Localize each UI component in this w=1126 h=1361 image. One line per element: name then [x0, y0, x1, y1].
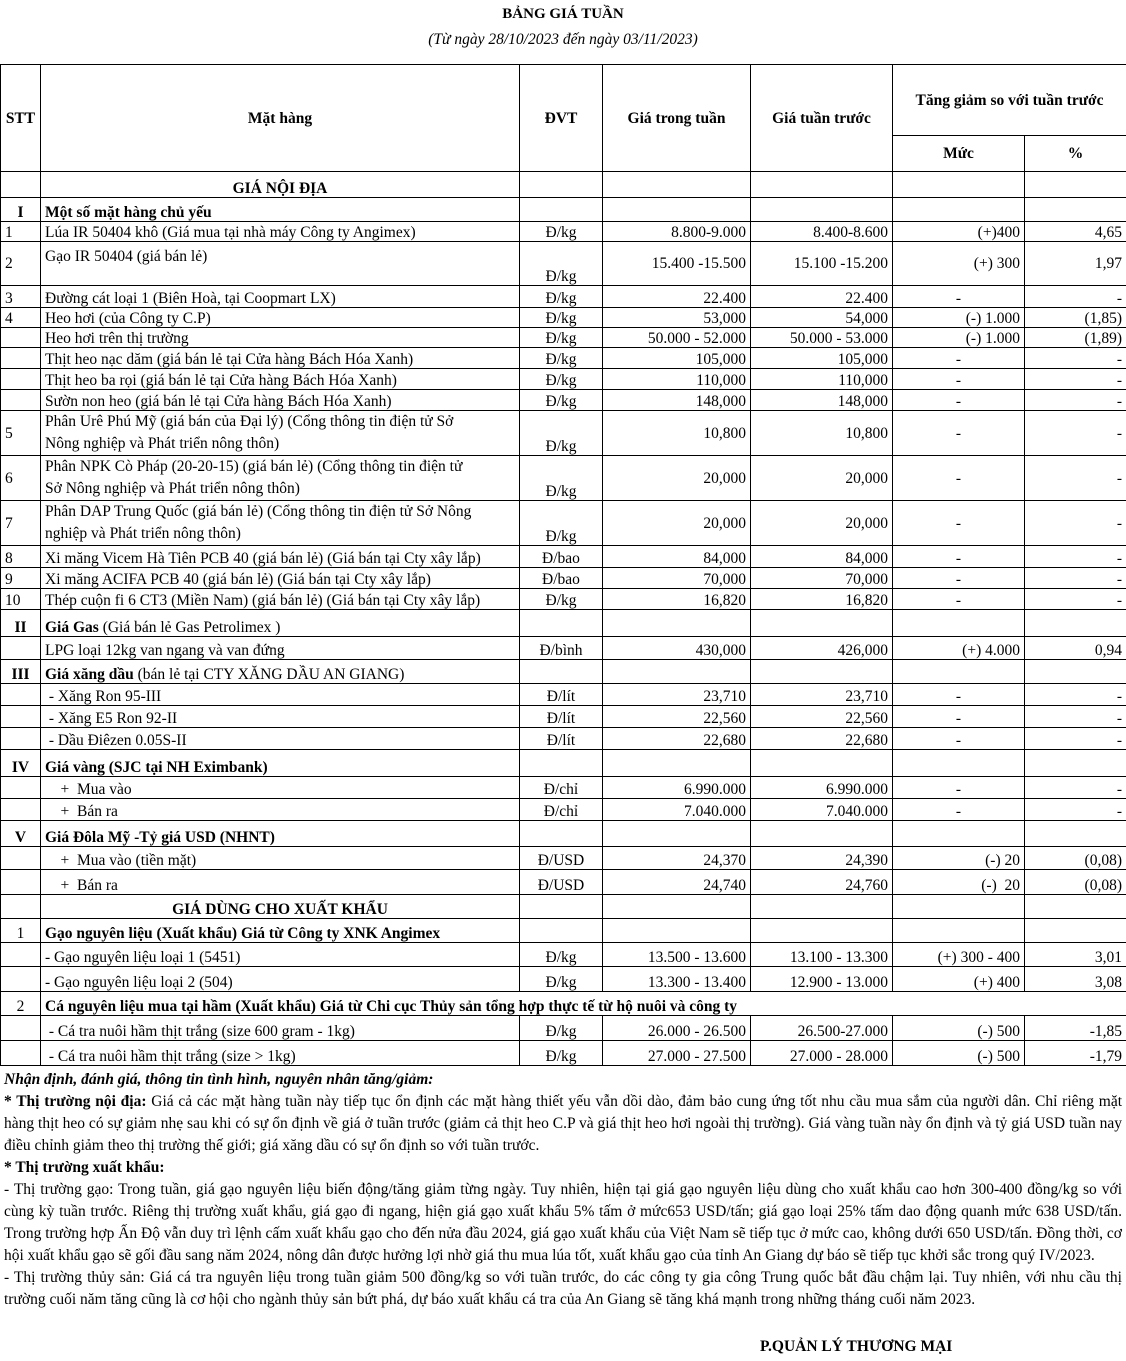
- table-row: LPG loại 12kg van ngang và van đứng Đ/bình 430,000 426,000 (+) 4.000 0,94: [1, 637, 1126, 660]
- table-row: Sườn non heo (giá bán lẻ tại Cửa hàng Bách Hóa Xanh) Đ/kg 148,000 148,000 - -: [1, 390, 1126, 411]
- table-row: - Xăng Ron 95-III Đ/lít 23,710 23,710 - -: [1, 684, 1126, 706]
- table-row: Thịt heo ba rọi (giá bán lẻ tại Cửa hàng Bách Hóa Xanh) Đ/kg 110,000 110,000 - -: [1, 369, 1126, 390]
- table-row: - Gạo nguyên liệu loại 2 (504) Đ/kg 13.300 - 13.400 12.900 - 13.000 (+) 400 3,08: [1, 967, 1126, 992]
- section-row: IV Giá vàng (SJC tại NH Eximbank): [1, 750, 1126, 777]
- col-unit: ĐVT: [520, 65, 603, 172]
- table-row: 1 Lúa IR 50404 khô (Giá mua tại nhà máy Công ty Angimex) Đ/kg 8.800-9.000 8.400-8.600 (+)400 4,65: [1, 222, 1126, 242]
- col-percent: %: [1025, 136, 1126, 172]
- col-level: Mức: [893, 136, 1025, 172]
- signature: P.QUẢN LÝ THƯƠNG MẠI: [760, 1338, 953, 1355]
- section-row: 2 Cá nguyên liệu mua tại hầm (Xuất khẩu) Giá từ Chi cục Thủy sản tổng hợp thực tế từ hộ nuôi và công ty: [1, 992, 1126, 1016]
- table-row: + Bán ra Đ/USD 24,740 24,760 (-) 20 (0,08): [1, 870, 1126, 895]
- col-change: Tăng giảm so với tuần trước: [893, 65, 1126, 136]
- header-row: [1, 65, 1126, 136]
- table-row: + Bán ra Đ/chỉ 7.040.000 7.040.000 - -: [1, 799, 1126, 821]
- table-row: - Xăng E5 Ron 92-II Đ/lít 22,560 22,560 - -: [1, 706, 1126, 728]
- analysis-notes: [4, 1069, 1122, 1311]
- domestic-title-row: [1, 172, 1126, 198]
- section-row: III Giá xăng dầu (bán lẻ tại CTY XĂNG DẦU AN GIANG): [1, 660, 1126, 684]
- col-price-week: Giá trong tuần: [603, 65, 751, 172]
- section-row: 1 Gạo nguyên liệu (Xuất khẩu) Giá từ Công ty XNK Angimex: [1, 919, 1126, 943]
- table-row: - Dầu Điêzen 0.05S-II Đ/lít 22,680 22,680 - -: [1, 728, 1126, 750]
- table-row: 4 Heo hơi (của Công ty C.P) Đ/kg 53,000 54,000 (-) 1.000 (1,85): [1, 308, 1126, 328]
- section-row: II Giá Gas (Giá bán lẻ Gas Petrolimex ): [1, 610, 1126, 637]
- table-row: 10 Thép cuộn fi 6 CT3 (Miền Nam) (giá bán lẻ) (Giá bán tại Cty xây lắp) Đ/kg 16,820 16,820 - -: [1, 589, 1126, 610]
- rice-note: - Thị trường gạo: Trong tuần, giá gạo nguyên liệu biến động/tăng giảm từng ngày. Tuy nhiên, hiện tại giá gạo nguyên liệu dùng cho xuất khẩu cao hơn 300-400 đồng/kg so với cùng kỳ tuần trước. Riêng thị trường xuất khẩu, giá gạo đi ngang, hiện giá gạo xuất khẩu 5% tấm ở mức653 USD/tấn; giá gạo loại 25% tấm dao động quanh mức 638 USD/tấn. Trong trường hợp Ấn Độ vẫn duy trì lệnh cấm xuất khẩu gạo cho đến nửa đầu 2024, giá gạo xuất khẩu của Việt Nam sẽ tiếp tục ở mức cao, không dưới 650 USD/tấn. Đồng thời, cơ hội xuất khẩu gạo sẽ gối đầu sang năm 2024, nông dân được hưởng lợi nhờ giá thu mua lúa tốt, xuất khẩu gạo của tỉnh An Giang dự báo sẽ tiếp tục khởi sắc trong quý IV/2023.: [4, 1181, 1122, 1264]
- table-row: 2 Gạo IR 50404 (giá bán lẻ) Đ/kg 15.400 -15.500 15.100 -15.200 (+) 300 1,97: [1, 242, 1126, 286]
- notes-heading: Nhận định, đánh giá, thông tin tình hình, nguyên nhân tăng/giảm:: [4, 1071, 434, 1088]
- table-row: 8 Xi măng Vicem Hà Tiên PCB 40 (giá bán lẻ) (Giá bán tại Cty xây lắp) Đ/bao 84,000 84,000 - -: [1, 546, 1126, 568]
- table-row: 5 Phân Urê Phú Mỹ (giá bán của Đại lý) (Cổng thông tin điện tử Sở Nông nghiệp và Phát triển nông thôn) Đ/kg 10,800 10,800 - -: [1, 411, 1126, 456]
- table-row: 3 Đường cát loại 1 (Biên Hoà, tại Coopmart LX) Đ/kg 22.400 22.400 - -: [1, 286, 1126, 308]
- domestic-note: * Thị trường nội địa: Giá cả các mặt hàng tuần này tiếp tục ổn định các mặt hàng thiết yếu vẫn dồi dào, đảm bảo cung ứng tốt nhu cầu mua sắm của người dân. Chỉ riêng mặt hàng thịt heo có sự giảm nhẹ sau khi có sự ổn định về giá ở tuần trước (giảm cả thịt heo C.P và giá thịt heo hơi ngoài thị trường). Giá vàng tuần này ổn định và tỷ giá USD tuần nay điều chỉnh giảm theo thị trường thế giới; giá xăng dầu có sự ổn định so với tuần trước.: [4, 1093, 1123, 1154]
- table-row: + Mua vào (tiền mặt) Đ/USD 24,370 24,390 (-) 20 (0,08): [1, 847, 1126, 870]
- table-row: - Gạo nguyên liệu loại 1 (5451) Đ/kg 13.500 - 13.600 13.100 - 13.300 (+) 300 - 400 3,01: [1, 943, 1126, 967]
- col-price-prev: Giá tuần trước: [751, 65, 893, 172]
- table-row: Thịt heo nạc dăm (giá bán lẻ tại Cửa hàng Bách Hóa Xanh) Đ/kg 105,000 105,000 - -: [1, 348, 1126, 369]
- export-title-row: [1, 895, 1126, 919]
- table-row: Heo hơi trên thị trường Đ/kg 50.000 - 52.000 50.000 - 53.000 (-) 1.000 (1,89): [1, 328, 1126, 348]
- section-row: V Giá Đôla Mỹ -Tỷ giá USD (NHNT): [1, 821, 1126, 847]
- section-row: I Một số mặt hàng chủ yếu: [1, 198, 1126, 222]
- table-row: 9 Xi măng ACIFA PCB 40 (giá bán lẻ) (Giá bán tại Cty xây lắp) Đ/bao 70,000 70,000 - -: [1, 568, 1126, 589]
- price-table: [0, 64, 1126, 1066]
- fish-note: - Thị trường thủy sản: Giá cá tra nguyên liệu trong tuần giảm 500 đồng/kg so với tuần trước, do các công ty gia công Trung quốc bắt đầu chậm lại. Tuy nhiên, với nhu cầu thị trường cuối năm tăng cũng là cơ hội cho ngành thủy sản bứt phá, dự báo xuất khẩu cá tra của An Giang sẽ tăng khá mạnh trong những tháng cuối năm 2023.: [4, 1269, 1122, 1308]
- date-range: (Từ ngày 28/10/2023 đến ngày 03/11/2023): [428, 31, 698, 48]
- page-title: BẢNG GIÁ TUẦN: [502, 6, 624, 22]
- export-title: GIÁ DÙNG CHO XUẤT KHẨU: [41, 895, 520, 919]
- table-row: - Cá tra nuôi hầm thịt trắng (size 600 gram - 1kg) Đ/kg 26.000 - 26.500 26.500-27.000 (-) 500 -1,85: [1, 1016, 1126, 1041]
- table-row: + Mua vào Đ/chỉ 6.990.000 6.990.000 - -: [1, 777, 1126, 799]
- col-item: Mặt hàng: [41, 65, 520, 172]
- domestic-title: GIÁ NỘI ĐỊA: [41, 172, 520, 198]
- col-stt: STT: [1, 65, 41, 172]
- table-row: 6 Phân NPK Cò Pháp (20-20-15) (giá bán lẻ) (Cổng thông tin điện tử Sở Nông nghiệp và Phát triển nông thôn) Đ/kg 20,000 20,000 - -: [1, 456, 1126, 501]
- export-note-heading: * Thị trường xuất khẩu:: [4, 1159, 165, 1176]
- section-label: Một số mặt hàng chủ yếu: [41, 198, 520, 222]
- table-row: - Cá tra nuôi hầm thịt trắng (size > 1kg) Đ/kg 27.000 - 27.500 27.000 - 28.000 (-) 500 -1,79: [1, 1041, 1126, 1066]
- table-row: 7 Phân DAP Trung Quốc (giá bán lẻ) (Cổng thông tin điện tử Sở Nông nghiệp và Phát triển nông thôn) Đ/kg 20,000 20,000 - -: [1, 501, 1126, 546]
